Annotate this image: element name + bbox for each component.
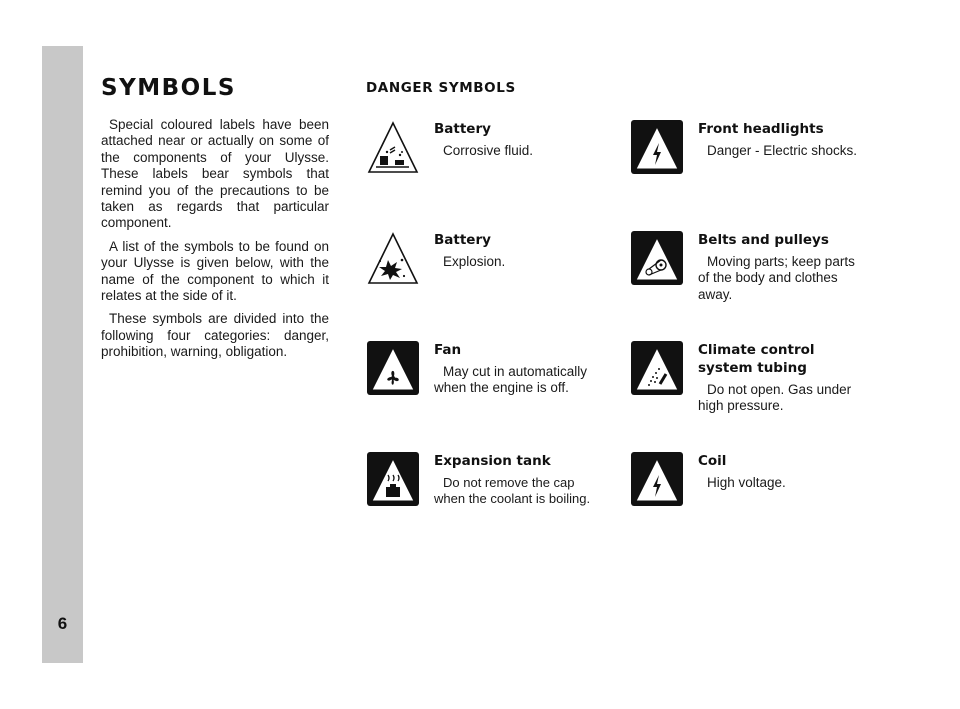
intro-paragraph: Special coloured labels have been attached near or actually on some of the components of your Ulysse. These labels bear symbols that remind you of the precautions to be taken as regards that particular component.	[101, 117, 329, 231]
entry-description: High voltage.	[707, 475, 786, 490]
entry-description: Moving parts; keep parts of the body and clothes away.	[698, 254, 855, 302]
page-title: SYMBOLS	[101, 75, 236, 101]
entry-description: Explosion.	[443, 254, 506, 269]
entry-title: Expansion tank	[434, 453, 551, 469]
fan-icon	[366, 340, 420, 396]
entry-description: Do not open. Gas under high pressure.	[698, 382, 852, 414]
entry-title: Front headlights	[698, 121, 824, 137]
entry-title: Coil	[698, 453, 727, 469]
entry-description: May cut in automatically when the engine is off.	[434, 364, 588, 396]
entry-title: Climate control system tubing	[698, 342, 815, 376]
entry-title: Battery	[434, 121, 491, 137]
entry-description: Corrosive fluid.	[443, 143, 534, 158]
entry-description: Do not remove the cap when the coolant is boiling.	[434, 475, 591, 507]
entry-description: Danger - Electric shocks.	[707, 143, 858, 158]
side-bar	[42, 46, 83, 663]
high-voltage-icon	[630, 451, 684, 507]
entry-title: Battery	[434, 232, 491, 248]
intro-paragraph: These symbols are divided into the following four categories: danger, prohibition, warning, obligation.	[101, 311, 329, 360]
hot-coolant-icon	[366, 451, 420, 507]
section-heading: DANGER SYMBOLS	[366, 80, 516, 96]
intro-paragraph: A list of the symbols to be found on your Ulysse is given below, with the name of the component to which it relates at the side of it.	[101, 238, 329, 304]
entry-title: Belts and pulleys	[698, 232, 829, 248]
entry-title: Fan	[434, 342, 462, 358]
page-number: 6	[57, 614, 68, 633]
explosion-icon	[366, 230, 420, 286]
intro-text	[101, 117, 329, 368]
corrosive-icon	[366, 119, 420, 175]
electric-shock-icon	[630, 119, 684, 175]
